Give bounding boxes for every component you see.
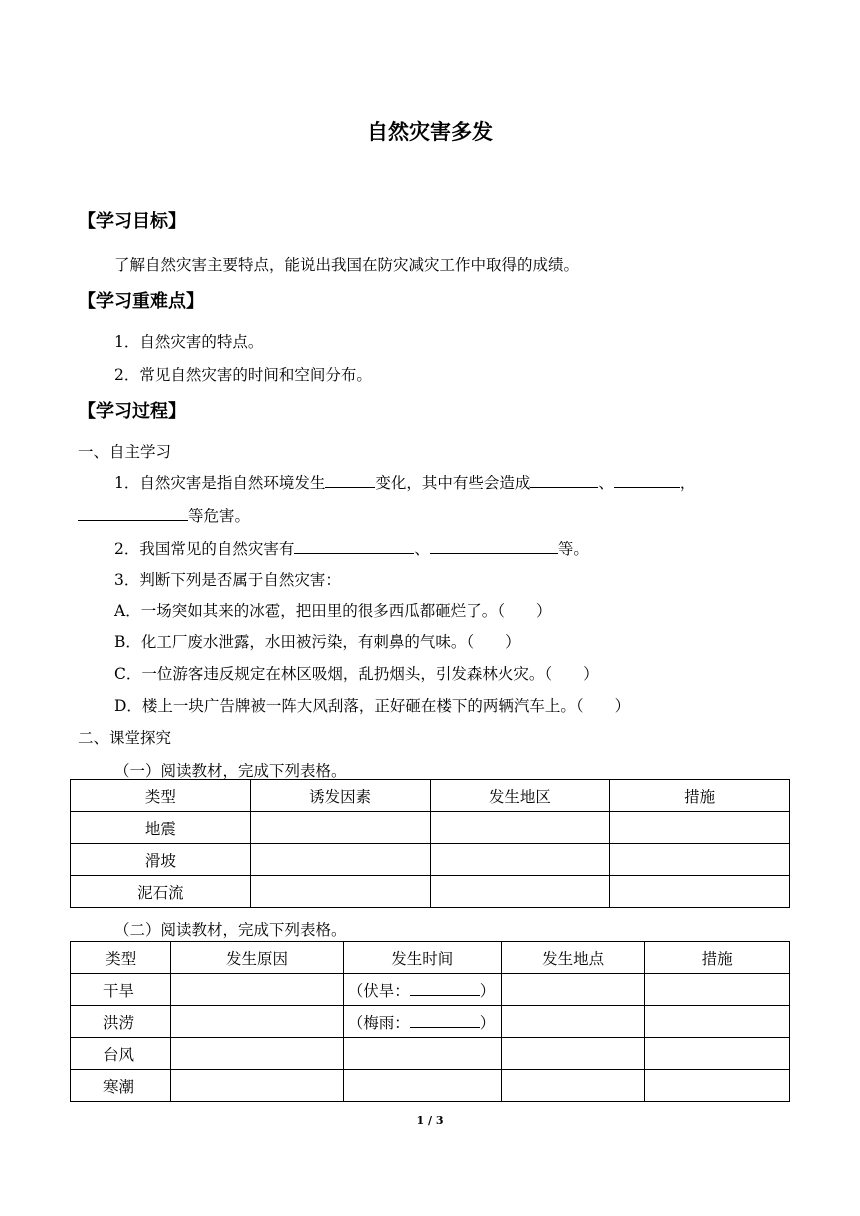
table-cell-empty[interactable] (610, 812, 790, 844)
option-b: B．化工厂废水泄露，水田被污染，有刺鼻的气味。（ ） (114, 633, 521, 651)
page-title: 自然灾害多发 (367, 120, 493, 144)
option-a: A．一场突如其来的冰雹，把田里的很多西瓜都砸烂了。（ ） (114, 602, 552, 620)
table-header-cell: 措施 (610, 780, 790, 812)
table-2 (70, 941, 790, 1102)
table-cell: 台风 (71, 1038, 171, 1070)
table-cell-empty[interactable] (343, 1038, 501, 1070)
q1-tail: 等危害。 (188, 507, 251, 525)
goal-text: 了解自然灾害主要特点，能说出我国在防灾减灾工作中取得的成绩。 (114, 256, 580, 274)
q1-text-b: 变化，其中有些会造成 (375, 474, 531, 492)
q1-sep-1: 、 (598, 474, 614, 492)
goal-heading: 【学习目标】 (78, 211, 186, 232)
table-cell-empty[interactable] (501, 1006, 645, 1038)
blank[interactable] (410, 1012, 480, 1028)
table-cell-empty[interactable] (430, 844, 610, 876)
table-cell: 滑坡 (71, 844, 251, 876)
option-d: D．楼上一块广告牌被一阵大风刮落，正好砸在楼下的两辆汽车上。（ ） (114, 697, 631, 715)
table-header-cell: 发生地点 (501, 942, 645, 974)
q1-text-a: 1．自然灾害是指自然环境发生 (114, 474, 326, 492)
q2-sep: 、 (414, 540, 430, 558)
time-close: ） (479, 1013, 496, 1032)
table-cell-empty[interactable] (501, 1070, 645, 1102)
table-cell: 地震 (71, 812, 251, 844)
table-cell-empty[interactable] (171, 1038, 343, 1070)
table-cell-empty[interactable] (250, 812, 430, 844)
table-header-cell: 发生时间 (343, 942, 501, 974)
part1-heading: 一、自主学习 (78, 443, 172, 461)
table-header-cell: 发生地区 (430, 780, 610, 812)
table-cell: 寒潮 (71, 1070, 171, 1102)
table-row (71, 974, 790, 1006)
table-cell: 洪涝 (71, 1006, 171, 1038)
q1-sep-2: ， (679, 474, 696, 492)
table-cell-empty[interactable] (645, 974, 790, 1006)
table-cell-empty[interactable] (171, 974, 343, 1006)
blank[interactable] (410, 980, 480, 996)
table-row (71, 1070, 790, 1102)
blank[interactable] (614, 472, 680, 488)
table-cell: 泥石流 (71, 876, 251, 908)
table-row (71, 1038, 790, 1070)
table-cell-empty[interactable] (645, 1070, 790, 1102)
sub2-heading: （二）阅读教材，完成下列表格。 (114, 921, 347, 939)
blank[interactable] (78, 505, 188, 521)
table-cell: 干旱 (71, 974, 171, 1006)
table-header-cell: 类型 (71, 942, 171, 974)
table-cell-empty[interactable] (645, 1006, 790, 1038)
table-row (71, 1006, 790, 1038)
table-header-row (71, 942, 790, 974)
table-row (71, 876, 790, 908)
blank[interactable] (430, 538, 558, 554)
question-3: 3．判断下列是否属于自然灾害： (114, 571, 341, 589)
table-row (71, 844, 790, 876)
table-cell-empty[interactable] (610, 876, 790, 908)
table-1 (70, 779, 790, 908)
table-cell-empty[interactable] (501, 974, 645, 1006)
table-cell-time[interactable] (343, 974, 501, 1006)
table-cell-empty[interactable] (430, 812, 610, 844)
time-close: ） (479, 981, 496, 1000)
table-row (71, 812, 790, 844)
page-number: 1 / 3 (416, 1114, 444, 1127)
table-cell-empty[interactable] (645, 1038, 790, 1070)
table-cell-empty[interactable] (250, 876, 430, 908)
part2-heading: 二、课堂探究 (78, 729, 172, 747)
question-1-cont (78, 504, 250, 526)
key-item-1: 1．自然灾害的特点。 (114, 333, 264, 351)
table-cell-empty[interactable] (610, 844, 790, 876)
sub1-heading: （一）阅读教材，完成下列表格。 (114, 762, 347, 780)
table-cell-time[interactable] (343, 1006, 501, 1038)
table-cell-empty[interactable] (250, 844, 430, 876)
key-heading: 【学习重难点】 (78, 291, 204, 312)
table-cell-empty[interactable] (430, 876, 610, 908)
key-item-2: 2．常见自然灾害的时间和空间分布。 (114, 366, 372, 384)
table-header-row (71, 780, 790, 812)
table-header-cell: 发生原因 (171, 942, 343, 974)
q2-tail: 等。 (557, 540, 589, 558)
blank[interactable] (294, 538, 414, 554)
question-2 (114, 537, 589, 559)
blank[interactable] (325, 472, 375, 488)
table-cell-empty[interactable] (171, 1070, 343, 1102)
time-label: （梅雨： (347, 1013, 410, 1032)
q2-text: 2．我国常见的自然灾害有 (114, 540, 295, 558)
table-cell-empty[interactable] (171, 1006, 343, 1038)
question-1 (114, 471, 695, 493)
table-cell-empty[interactable] (343, 1070, 501, 1102)
process-heading: 【学习过程】 (78, 401, 186, 422)
blank[interactable] (530, 472, 598, 488)
table-cell-empty[interactable] (501, 1038, 645, 1070)
option-c: C．一位游客违反规定在林区吸烟，乱扔烟头，引发森林火灾。（ ） (114, 665, 599, 683)
table-header-cell: 措施 (645, 942, 790, 974)
time-label: （伏旱： (347, 981, 410, 1000)
table-header-cell: 类型 (71, 780, 251, 812)
table-header-cell: 诱发因素 (250, 780, 430, 812)
